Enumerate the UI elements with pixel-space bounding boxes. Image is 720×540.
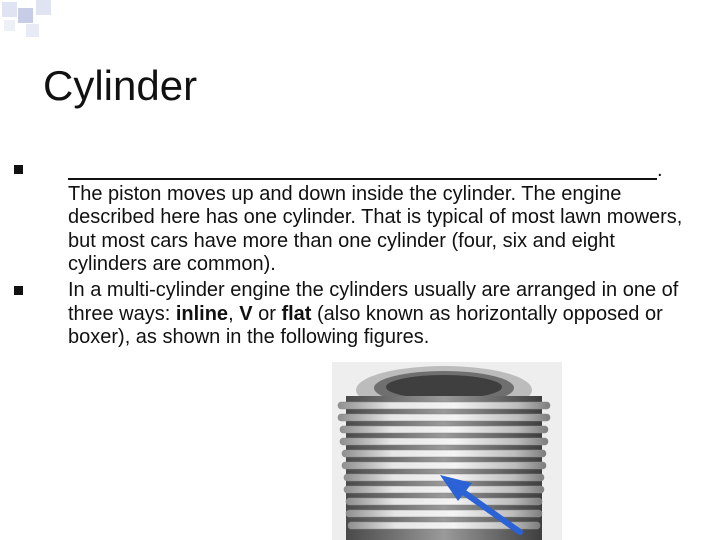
term-inline: inline [175, 302, 229, 325]
bullet-item-cylinder [68, 158, 683, 277]
bullet-text-start: In a multi-cylinder engine the cylinders usually are arranged in one of three ways: [68, 279, 679, 325]
corner-decoration [0, 0, 60, 40]
bullet-square-icon [14, 165, 23, 174]
blank-period: . [657, 159, 663, 181]
term-v: V [239, 302, 253, 325]
slide-title: Cylinder [43, 62, 198, 109]
cylinder-photo [332, 362, 562, 540]
term-flat: flat [281, 302, 312, 325]
bullet-item-arrangement [68, 279, 683, 350]
fill-in-blank [68, 158, 657, 180]
bullet-text: The piston moves up and down inside the cylinder. The engine described here has one cylinder. That is typical of most lawn mowers, but most cars have more than one cylinder (four, six and eight cylinders are common). [68, 182, 683, 275]
bullet-square-icon [14, 286, 23, 295]
separator: , [228, 302, 240, 325]
separator: or [252, 302, 282, 325]
bullet-text-end: (also known as horizontally opposed or boxer), as shown in the following figures. [68, 302, 663, 348]
